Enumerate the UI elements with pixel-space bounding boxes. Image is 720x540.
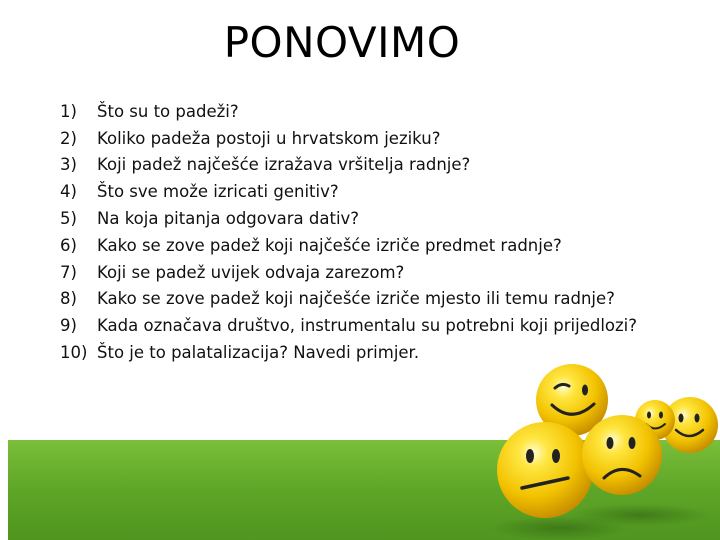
- item-text: Što sve može izricati genitiv?: [97, 182, 339, 202]
- slide-title: PONOVIMO: [223, 18, 461, 67]
- item-text: Kada označava društvo, instrumentalu su potrebni koji prijedlozi?: [97, 316, 638, 336]
- item-number: 2): [60, 128, 77, 148]
- item-number: 1): [60, 101, 77, 121]
- neutral-smiley-icon: [497, 422, 593, 518]
- item-text: Koji se padež uvijek odvaja zarezom?: [97, 262, 405, 282]
- item-number: 7): [60, 262, 77, 282]
- item-number: 3): [60, 155, 77, 175]
- item-text: Što je to palatalizacija? Navedi primjer.: [97, 343, 420, 363]
- item-text: Koji padež najčešće izražava vršitelja radnje?: [97, 155, 471, 175]
- item-number: 10): [60, 343, 88, 363]
- item-text: Koliko padeža postoji u hrvatskom jeziku?: [97, 128, 441, 148]
- item-number: 8): [60, 289, 77, 309]
- item-number: 6): [60, 235, 77, 255]
- item-text: Kako se zove padež koji najčešće izriče predmet radnje?: [97, 235, 562, 255]
- item-text: Što su to padeži?: [97, 101, 239, 121]
- item-number: 5): [60, 209, 77, 229]
- item-text: Kako se zove padež koji najčešće izriče mjesto ili temu radnje?: [97, 289, 615, 309]
- item-number: 9): [60, 316, 77, 336]
- item-number: 4): [60, 182, 77, 202]
- sad-smiley-icon: [582, 415, 662, 495]
- item-text: Na koja pitanja odgovara dativ?: [97, 209, 360, 229]
